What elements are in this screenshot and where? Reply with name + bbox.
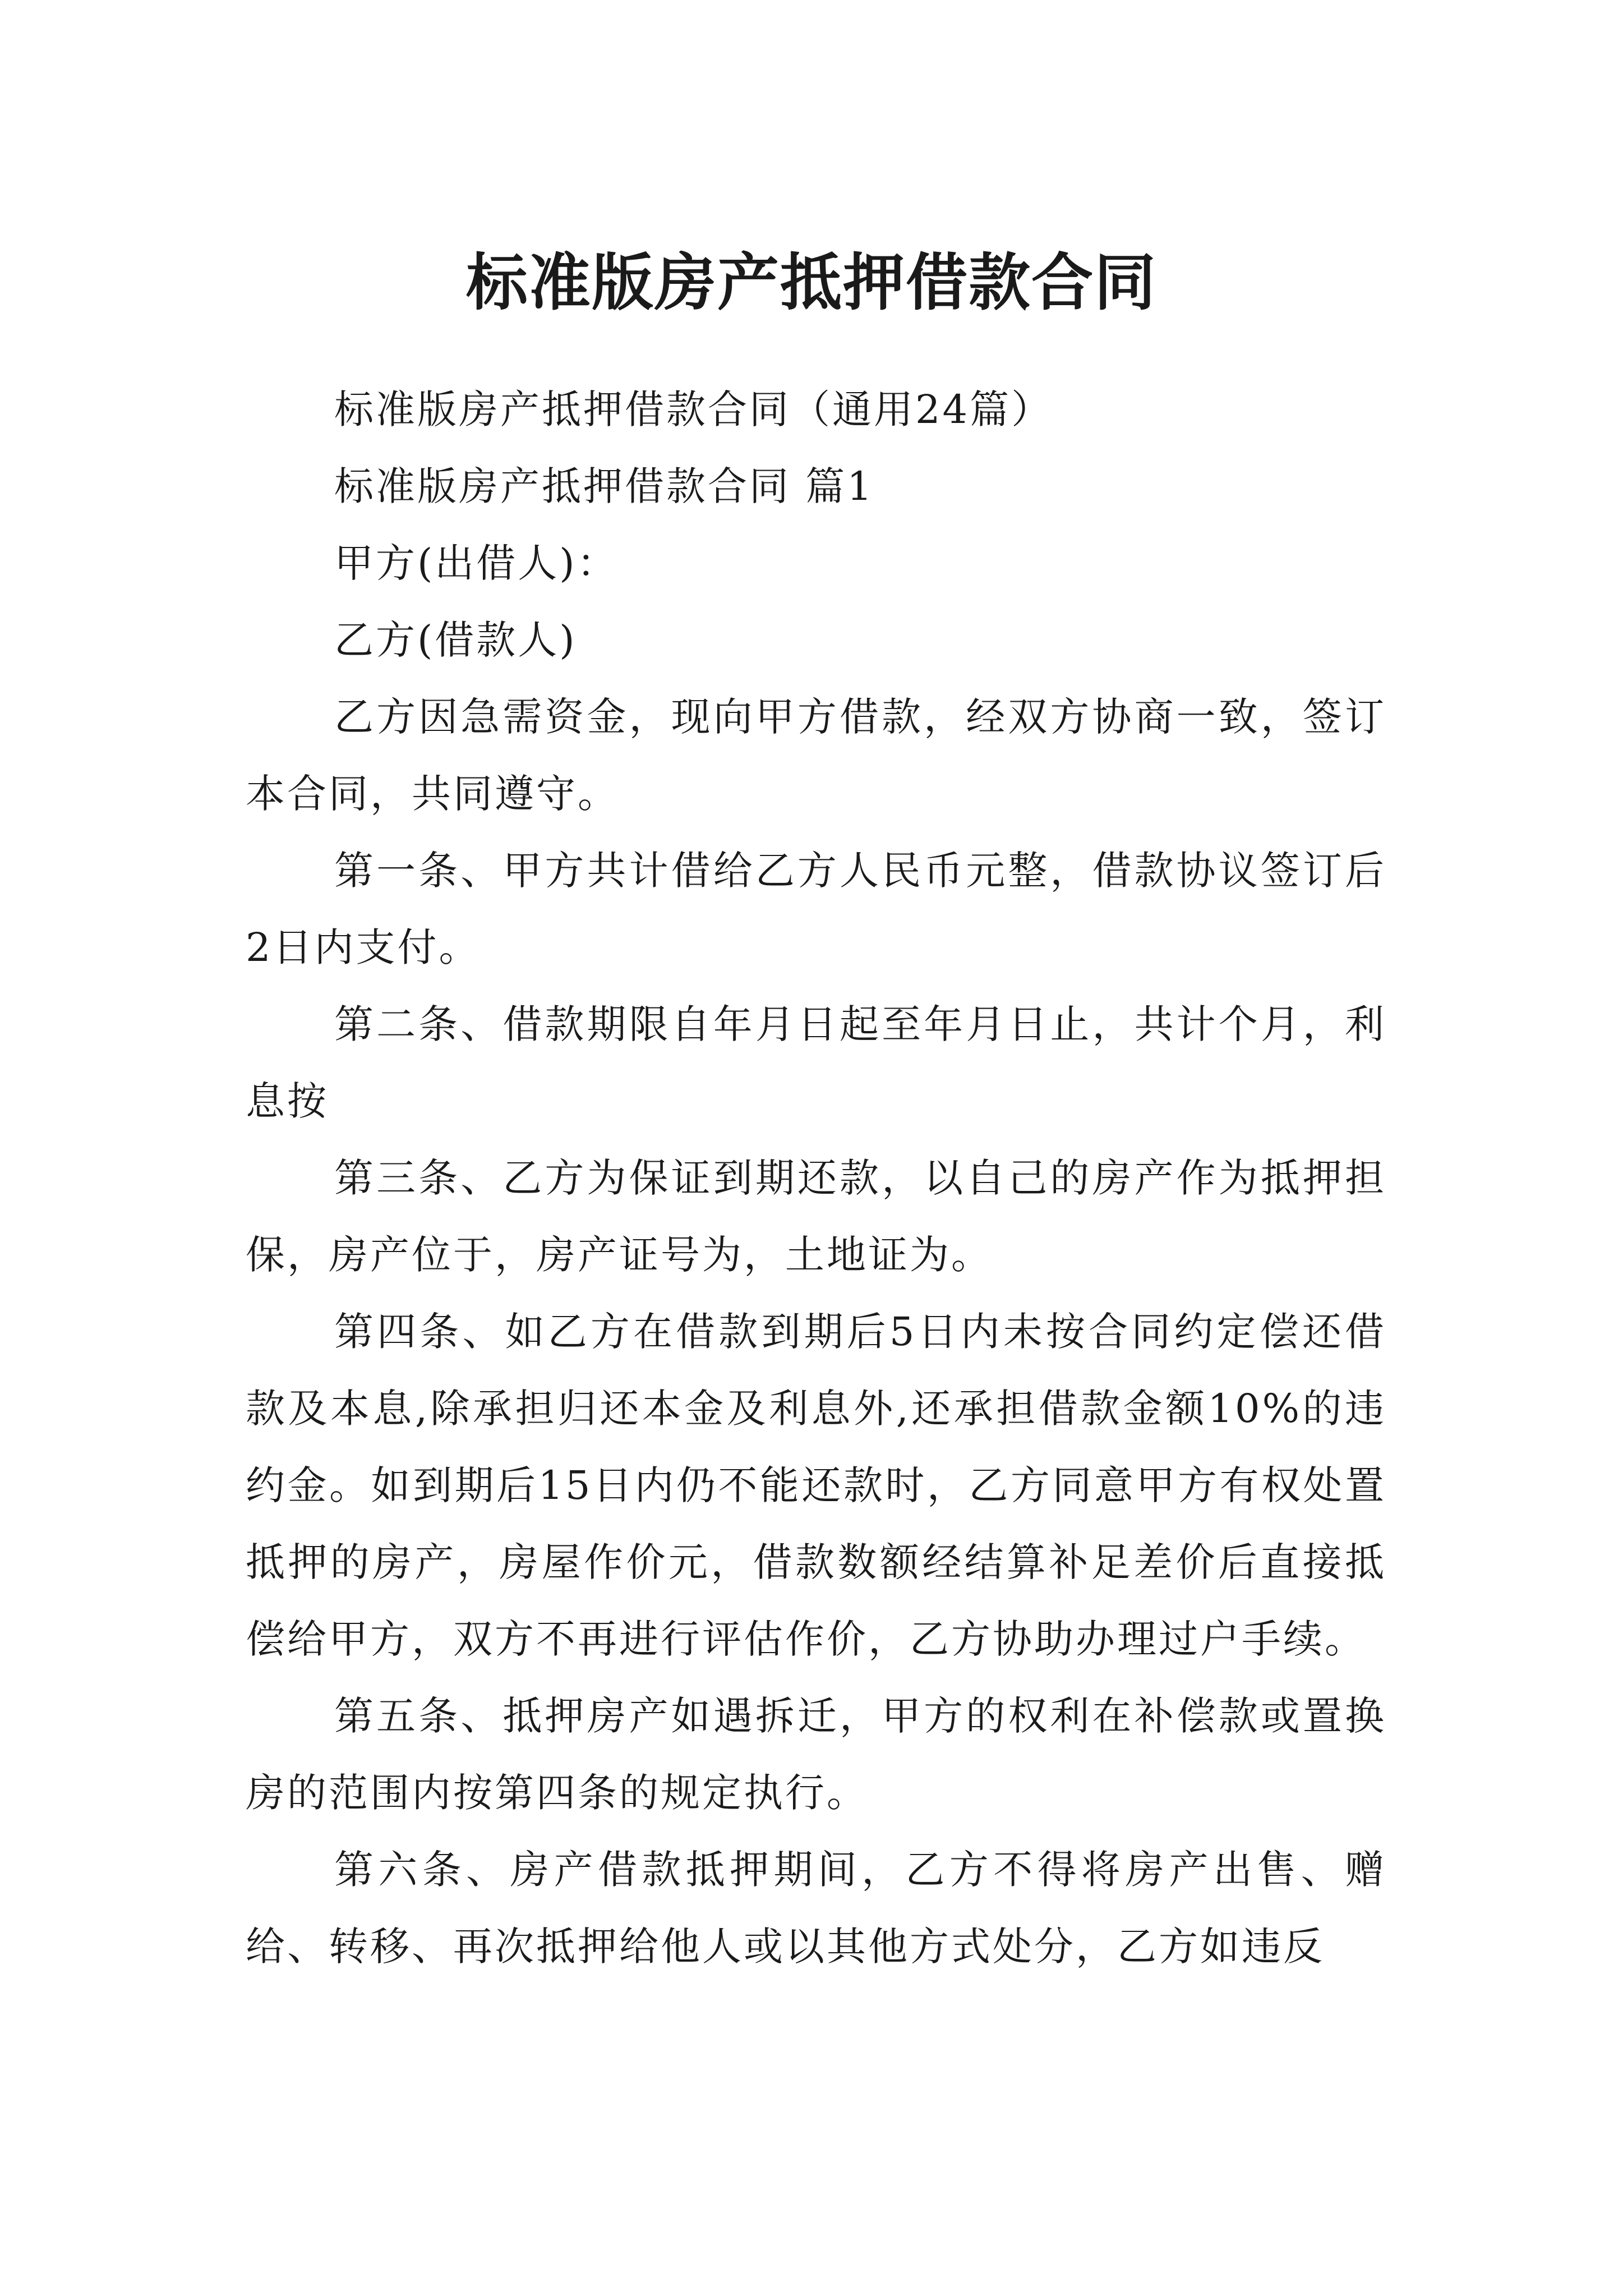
party-b-line: 乙方(借款人): [334, 617, 577, 663]
document-body: [246, 371, 1386, 1985]
article-6: 第六条、房产借款抵押期间，乙方不得将房产出售、赠给、转移、再次抵押给他人或以其他方式处分，乙方如违反: [246, 1847, 1386, 1970]
article-3: 第三条、乙方为保证到期还款，以自己的房产作为抵押担保，房产位于，房产证号为，土地证为。: [246, 1155, 1386, 1278]
article-4: 第四条、如乙方在借款到期后5日内未按合同约定偿还借款及本息,除承担归还本金及利息外,还承担借款金额10%的违约金。如到期后15日内仍不能还款时，乙方同意甲方有权处置抵押的房产，房屋作价元，借款数额经结算补足差价后直接抵偿给甲方，双方不再进行评估作价，乙方协助办理过户手续。: [246, 1309, 1386, 1662]
document-title: 标准版房产抵押借款合同: [466, 246, 1157, 319]
preamble-paragraph: 乙方因急需资金，现向甲方借款，经双方协商一致，签订本合同，共同遵守。: [246, 694, 1386, 817]
party-a-line: 甲方(出借人)：: [334, 540, 619, 586]
article-2: 第二条、借款期限自年月日起至年月日止，共计个月，利息按: [246, 1001, 1386, 1124]
section-heading: 标准版房产抵押借款合同 篇1: [334, 463, 874, 509]
article-5: 第五条、抵押房产如遇拆迁，甲方的权利在补偿款或置换房的范围内按第四条的规定执行。: [246, 1693, 1386, 1816]
subtitle-paragraph: 标准版房产抵押借款合同（通用24篇）: [334, 386, 1053, 432]
article-1: 第一条、甲方共计借给乙方人民币元整，借款协议签订后2日内支付。: [246, 848, 1386, 970]
